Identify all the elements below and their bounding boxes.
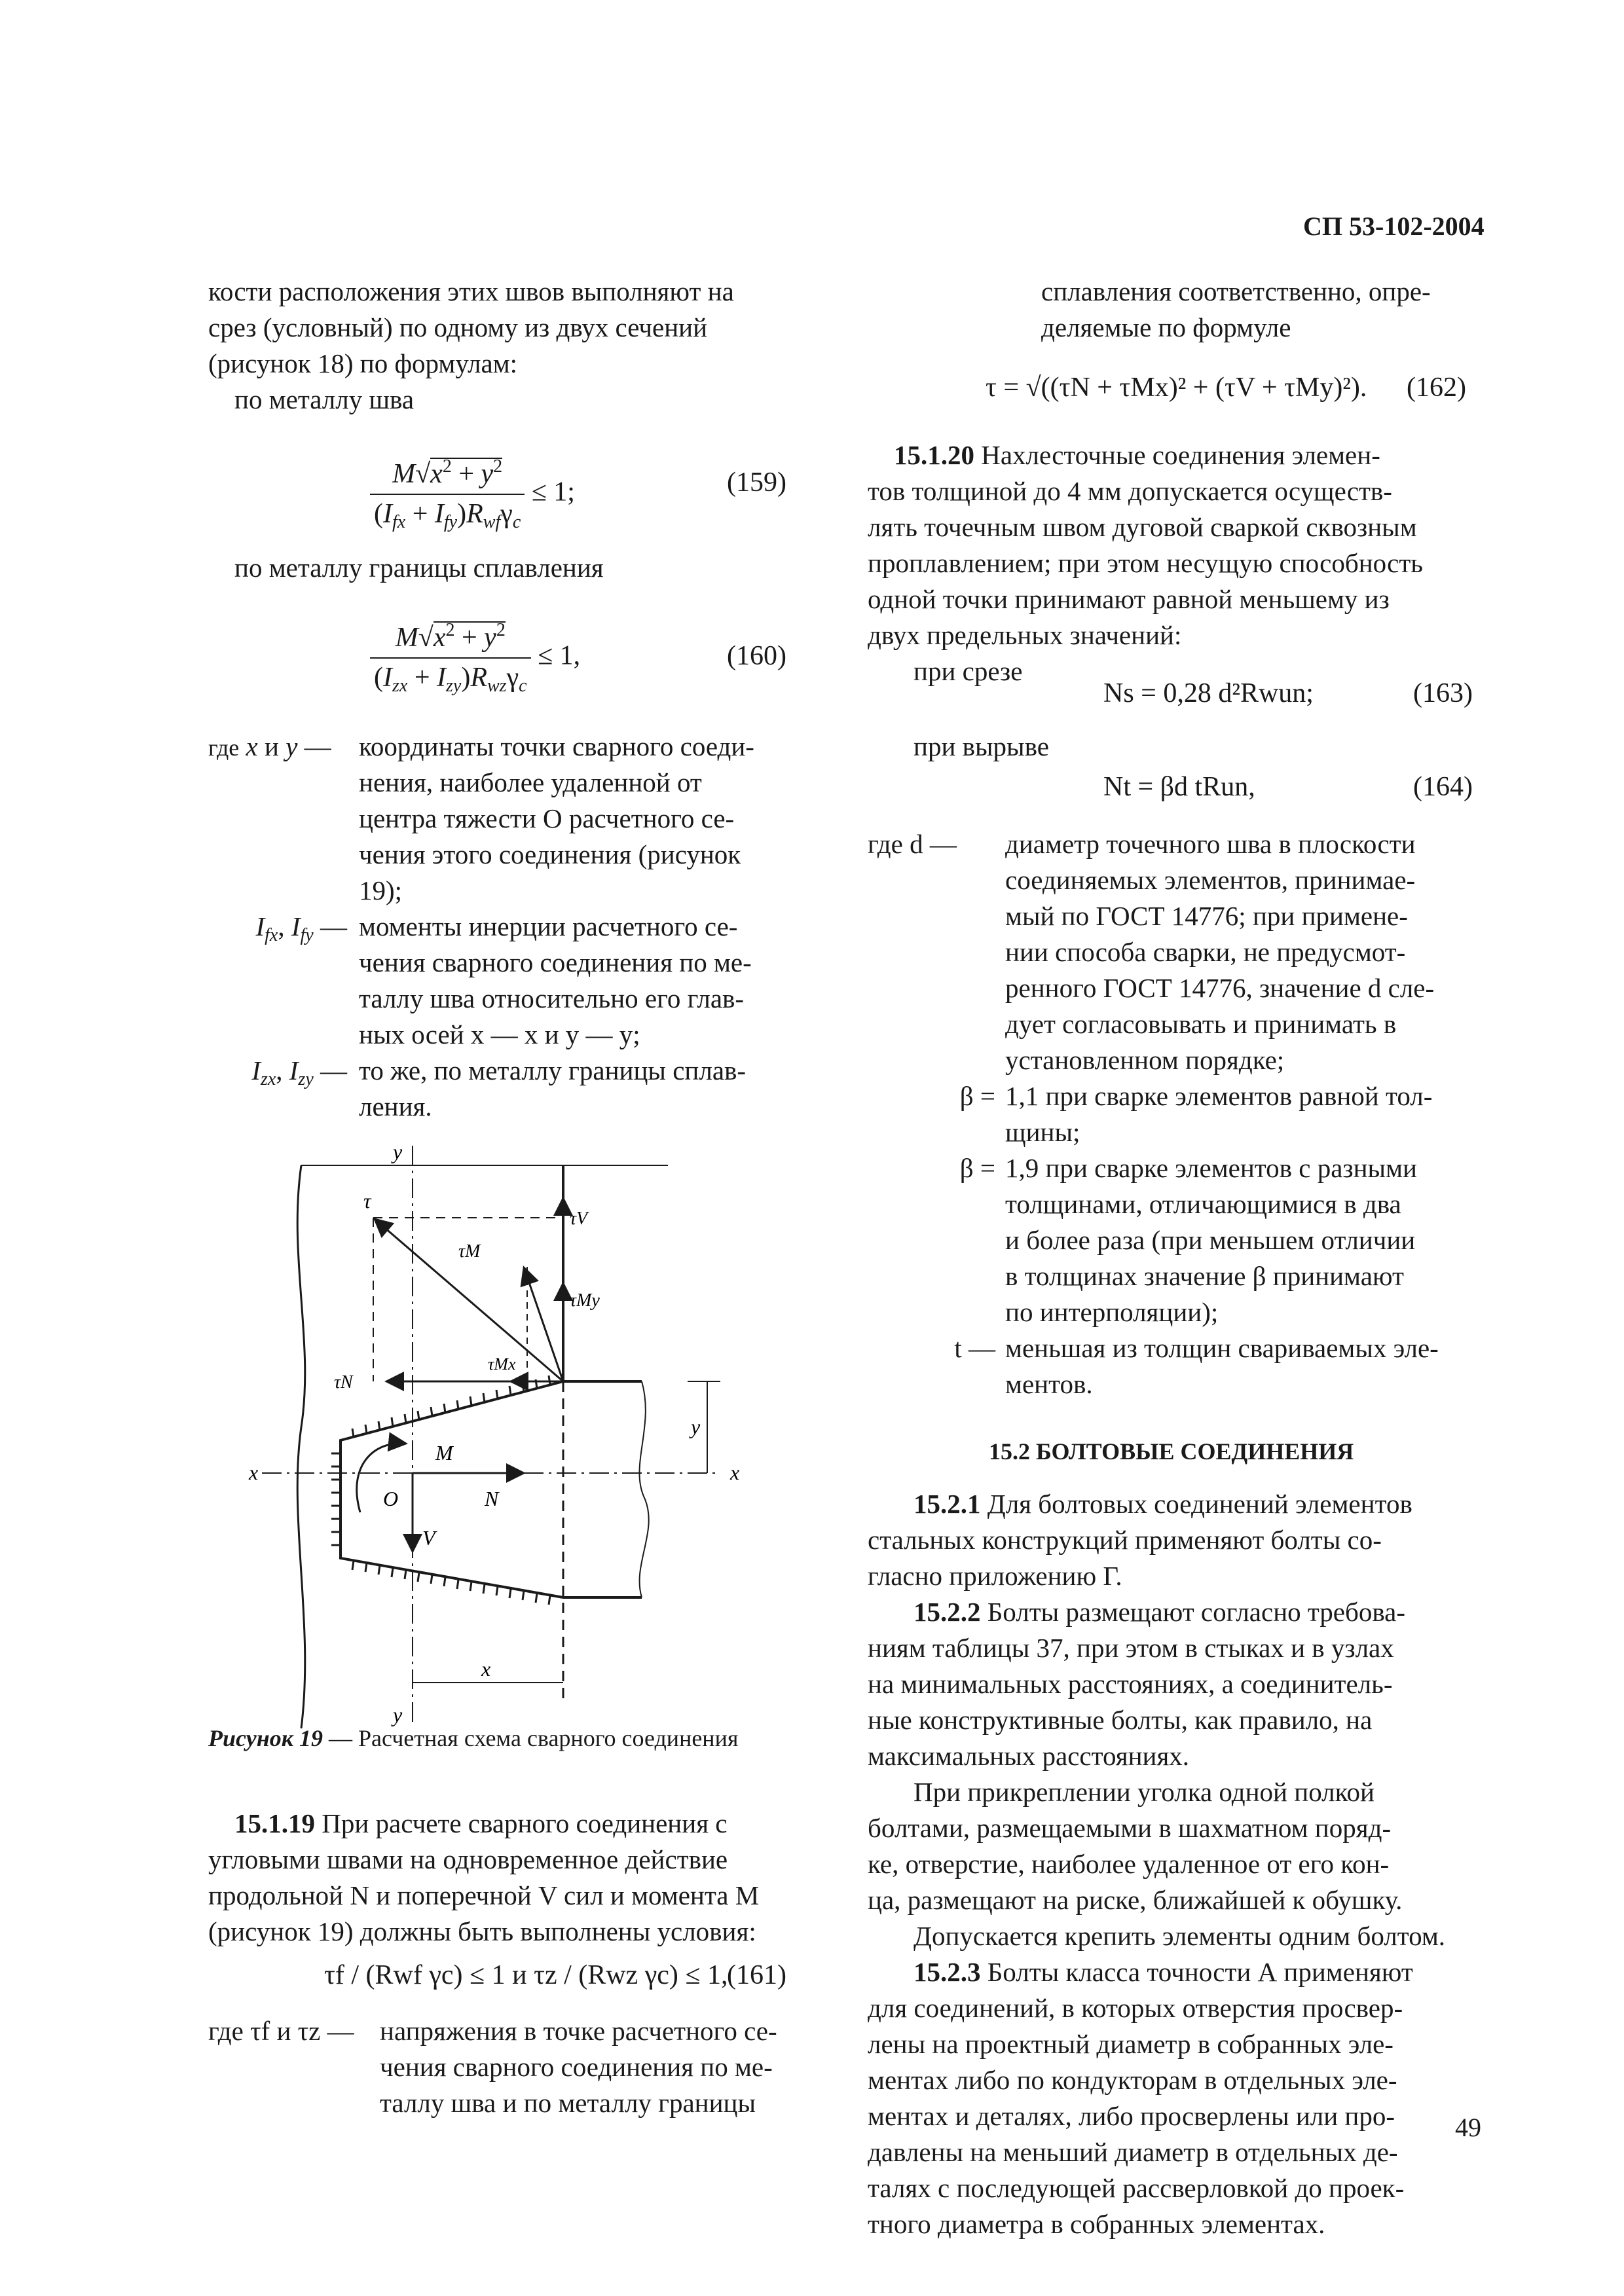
equation-number: (159) — [727, 467, 786, 498]
equation-number: (162) — [1407, 373, 1466, 403]
weld-hatching — [331, 1376, 550, 1605]
paragraph-15-2-1: 15.2.1 Для болтовых соединений элементов стальных конструкций применяют болты со- гласно приложению Г. — [868, 1489, 1412, 1591]
text-line: (рисунок 18) по формулам: — [208, 348, 518, 378]
definition-t-text: меньшая из толщин свариваемых эле- ментов. — [1005, 1333, 1439, 1399]
text-line: срез (условный) по одному из двух сечений — [208, 312, 708, 342]
figure-19-caption: Рисунок 19 — Расчетная схема сварного соединения — [208, 1725, 739, 1751]
equation-number: (164) — [1413, 772, 1473, 802]
label-tau-n: τN — [334, 1372, 353, 1393]
label-tau-mx: τMx — [488, 1355, 516, 1374]
definition-tau-text: напряжения в точке расчетного се- чения сварного соединения по ме- таллу шва и по металлу границы — [380, 2016, 777, 2118]
label-x-right: x — [730, 1461, 740, 1484]
formula-163: Ns = 0,28 d²Rwun; — [1103, 678, 1314, 708]
section-heading-15-2: 15.2 БОЛТОВЫЕ СОЕДИНЕНИЯ — [989, 1438, 1354, 1465]
label-m: M — [435, 1441, 453, 1465]
equation-number: (160) — [727, 641, 786, 671]
definition-tau-key: где τf и τz — — [208, 2016, 354, 2046]
label-x-dim: x — [481, 1657, 491, 1681]
formula-160: $\frac{M√x^2 + y^2}{(I_{zx} + I_{zy})R_{wz}\gamma_c}$ ≤ 1, — [370, 612, 580, 704]
right-continuation: сплавления соответственно, опре- деляемые по формуле — [1041, 276, 1431, 342]
label-tau: τ — [363, 1189, 371, 1212]
attached-element — [341, 1381, 563, 1597]
definition-beta2-key: β = — [959, 1153, 995, 1183]
paragraph-15-2-3: 15.2.3 Болты класса точности А применяют для соединений, в которых отверстия просвер- лены на проектный диаметр в собранных эле- ментах либо по кондукторам в отдельных эле- ментах и деталях, либо просверлены или про- давлены на меньший диаметр в отдельных де- талях с последующей рассверловкой до проек- тного диаметра в собранных элементах. — [868, 1957, 1413, 2239]
equation-number: (161) — [727, 1960, 786, 1990]
paragraph-angle: При прикреплении уголка одной полкой болтами, размещаемыми в шахматном поряд- ке, отверстие, наиболее удаленное от его кон- ца, размещают на риске, ближайшей к обушку. Допускается крепить элементы одним болтом. — [868, 1777, 1446, 1951]
formula-rhs: ≤ 1; — [531, 477, 575, 507]
label-y-bottom: y — [393, 1703, 403, 1726]
label-y-dim: y — [691, 1415, 701, 1438]
definition-beta2-text: 1,9 при сварке элементов с разными толщинами, отличающимися в два и более раза (при меньшем отличии в толщинах значение β принимают по интерполяции); — [1005, 1153, 1417, 1327]
label-tau-v: τV — [570, 1209, 588, 1229]
label-fusion-boundary: по металлу границы сплавления — [234, 553, 604, 583]
text-line: кости расположения этих швов выполняют на — [208, 276, 734, 306]
definition-ifx-text: моменты инерции расчетного се- чения сварного соединения по ме- таллу шва относительно его глав- ных осей x — x и y — y; — [359, 911, 752, 1049]
formula-162: τ = √((τN + τMx)² + (τV + τMy)²). — [986, 373, 1367, 403]
plate-left-edge — [297, 1165, 305, 1728]
formula-159: $\frac{M√x^2 + y^2}{(I_{fx} + I_{fy})R_{wf}\gamma_c}$ ≤ 1; — [370, 448, 575, 540]
label-tau-m: τM — [458, 1241, 481, 1262]
definition-d-key: где d — — [868, 829, 957, 859]
label-pullout: при вырыве — [913, 731, 1049, 761]
label-x-left: x — [249, 1461, 259, 1484]
arrow-moment — [357, 1444, 406, 1512]
definition-izx-text: то же, по металлу границы сплав- ления. — [359, 1055, 747, 1121]
label-tau-my: τMy — [570, 1290, 600, 1311]
definition-d-text: диаметр точечного шва в плоскости соединяемых элементов, принимае- мый по ГОСТ 14776; при примене- нии способа сварки, не предусмот- ренного ГОСТ 14776, значение d сле- дует согласовывать и принимать в установленном порядке; — [1005, 829, 1435, 1075]
definition-xy-key: где x и y — — [208, 731, 331, 761]
document-code: СП 53-102-2004 — [1303, 211, 1485, 241]
label-o: O — [383, 1487, 399, 1510]
formula-164: Nt = βd tRun, — [1103, 772, 1255, 802]
label-shear: при срезе — [913, 656, 1023, 686]
definition-beta1-text: 1,1 при сварке элементов равной тол- щины; — [1005, 1081, 1433, 1147]
figure-19-diagram — [236, 1126, 799, 1748]
definition-t-key: t — — [954, 1333, 995, 1363]
definition-beta1-key: β = — [959, 1081, 995, 1111]
equation-number: (163) — [1413, 678, 1473, 708]
definition-xy-text: координаты точки сварного соеди- нения, наиболее удаленной от центра тяжести O расчетного се- чения этого соединения (рисунок 19); — [359, 731, 754, 905]
paragraph-15-1-20: 15.1.20 Нахлесточные соединения элемен- тов толщиной до 4 мм допускается осуществ- лять точечным швом дуговой сваркой сквозным проплавлением; при этом несущую способность одной точки принимают равной меньшему из двух предельных значений: при срезе — [868, 437, 1483, 689]
formula-rhs: ≤ 1, — [538, 640, 581, 671]
label-n: N — [485, 1487, 499, 1510]
label-weld-metal: по металлу шва — [234, 384, 415, 414]
label-v: V — [422, 1526, 435, 1550]
paragraph-15-2-2: 15.2.2 Болты размещают согласно требова- ниям таблицы 37, при этом в стыках и в узлах на минимальных расстояниях, а соединитель- ные конструктивные болты, как правило, на максимальных расстояниях. — [868, 1597, 1406, 1771]
label-y-top: y — [393, 1140, 403, 1163]
definition-ifx-key: $I_{fx}$, $I_{fy}$ — — [255, 911, 347, 945]
left-intro — [208, 274, 798, 418]
page-number: 49 — [1455, 2113, 1481, 2142]
paragraph-15-1-19: 15.1.19 При расчете сварного соединения с угловыми швами на одновременное действие продольной N и поперечной V сил и момента M (рисунок 19) должны быть выполнены условия: — [208, 1808, 760, 1946]
formula-161: τf / (Rwf γc) ≤ 1 и τz / (Rwz γc) ≤ 1, — [324, 1960, 728, 1990]
definition-izx-key: $I_{zx}$, $I_{zy}$ — — [251, 1055, 347, 1089]
